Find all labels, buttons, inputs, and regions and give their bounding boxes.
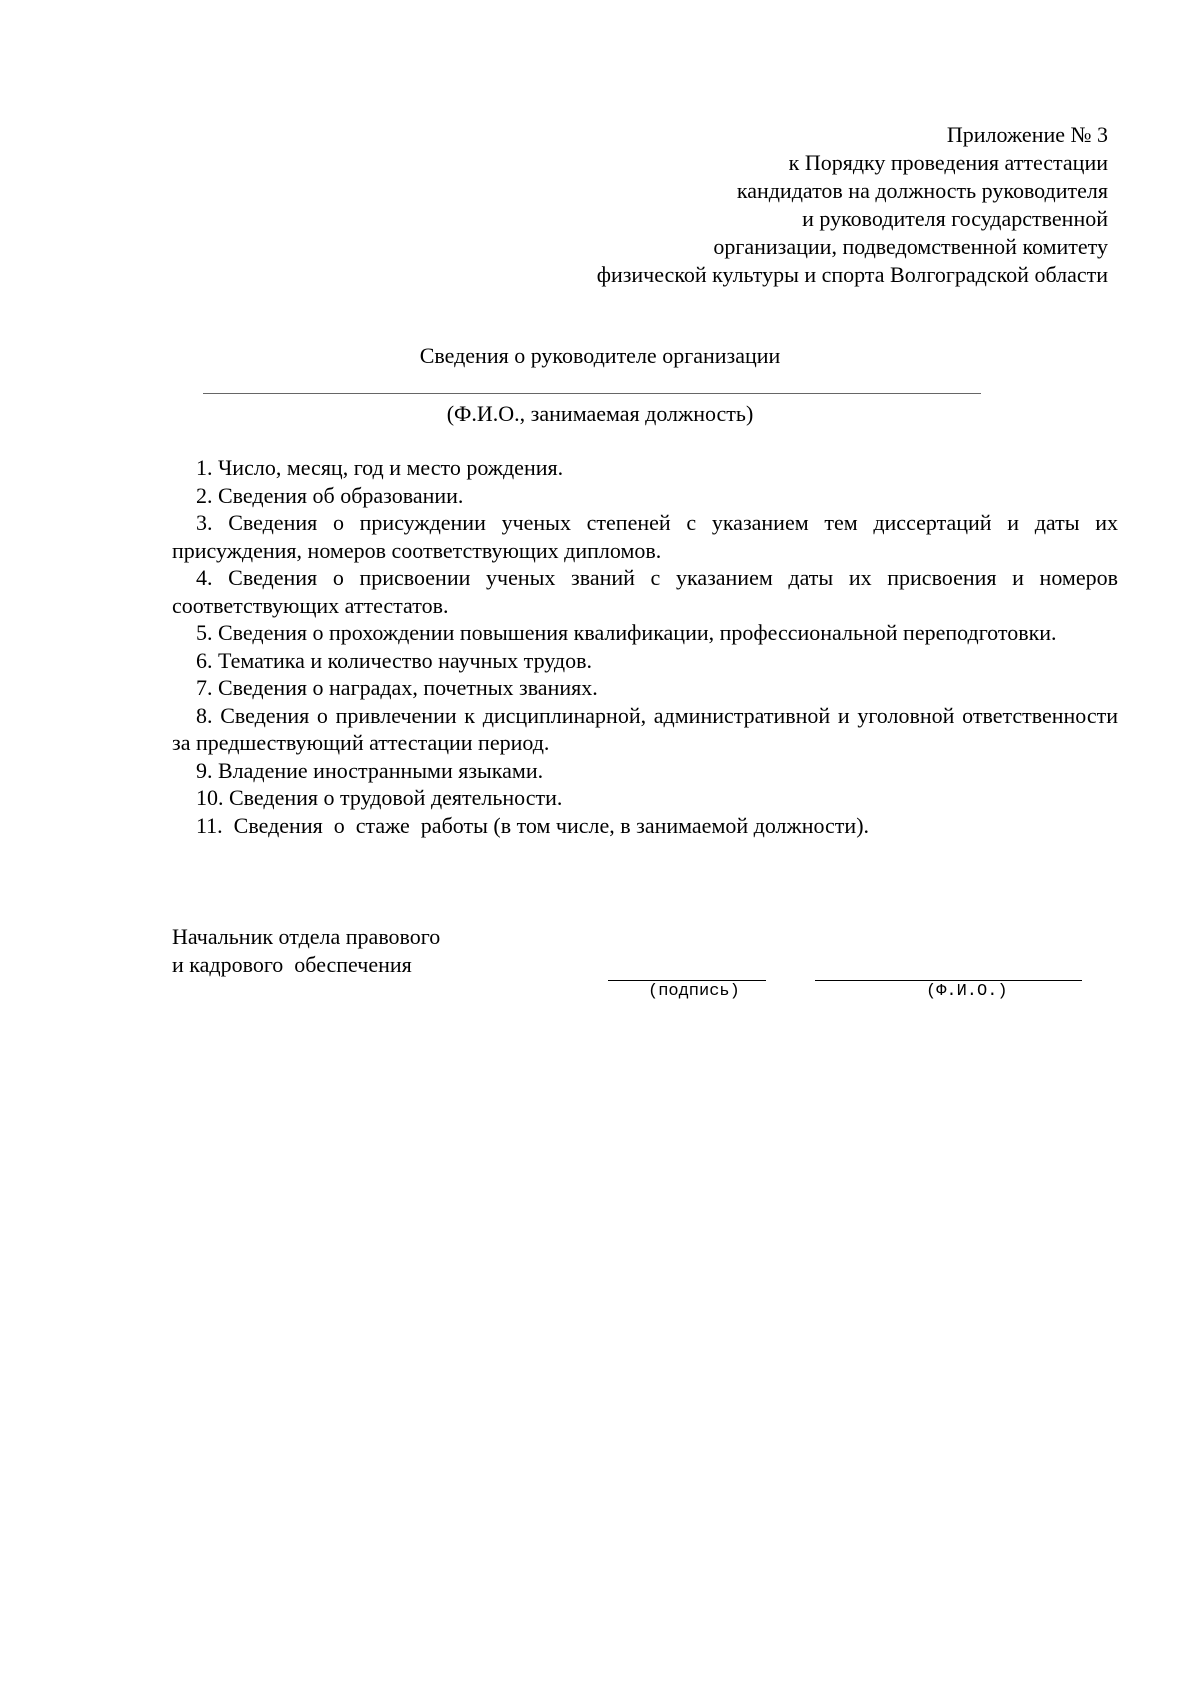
appendix-line: физической культуры и спорта Волгоградской области	[596, 262, 1108, 287]
fio-signature-caption: (Ф.И.О.)	[926, 982, 1008, 1001]
signer-title-line: Начальник отдела правового	[172, 924, 441, 949]
appendix-line: и руководителя государственной	[802, 206, 1108, 231]
signer-block	[172, 923, 440, 979]
list-item: 2. Сведения об образовании.	[196, 482, 464, 508]
signer-title-line: и кадрового обеспечения	[172, 952, 412, 977]
list-item: 8. Сведения о привлечении к дисциплинарной, административной и уголовной ответственности за предшествующий аттестации период.	[172, 702, 1118, 755]
fio-blank-line	[203, 393, 981, 394]
fio-caption: (Ф.И.О., занимаемая должность)	[446, 401, 754, 426]
appendix-line: организации, подведомственной комитету	[713, 234, 1108, 259]
list-item: 10. Сведения о трудовой деятельности.	[196, 785, 563, 810]
document-title: Сведения о руководителе организации	[419, 343, 781, 368]
items-list	[172, 454, 1118, 839]
appendix-line: Приложение № 3	[946, 122, 1108, 147]
list-item: 3. Сведения о присуждении ученых степеней с указанием тем диссертаций и даты их присуждения, номеров соответствующих дипломов.	[172, 510, 1118, 563]
list-item: 11. Сведения о стаже работы (в том числе, в занимаемой должности).	[196, 812, 870, 838]
list-item: 9. Владение иностранными языками.	[196, 757, 544, 783]
list-item: 7. Сведения о наградах, почетных званиях.	[196, 675, 598, 700]
appendix-line: кандидатов на должность руководителя	[736, 178, 1108, 203]
fio-signature-blank-line	[815, 980, 1082, 981]
list-item: 1. Число, месяц, год и место рождения.	[196, 455, 564, 480]
appendix-header	[597, 121, 1108, 289]
list-item: 6. Тематика и количество научных трудов.	[196, 647, 592, 673]
list-item: 4. Сведения о присвоении ученых званий с указанием даты их присвоения и номеров соответствующих аттестатов.	[172, 565, 1118, 618]
appendix-line: к Порядку проведения аттестации	[788, 150, 1108, 175]
signature-blank-line	[608, 980, 766, 981]
list-item: 5. Сведения о прохождении повышения квалификации, профессиональной переподготовки.	[196, 620, 1057, 645]
signature-caption: (подпись)	[648, 982, 740, 1001]
